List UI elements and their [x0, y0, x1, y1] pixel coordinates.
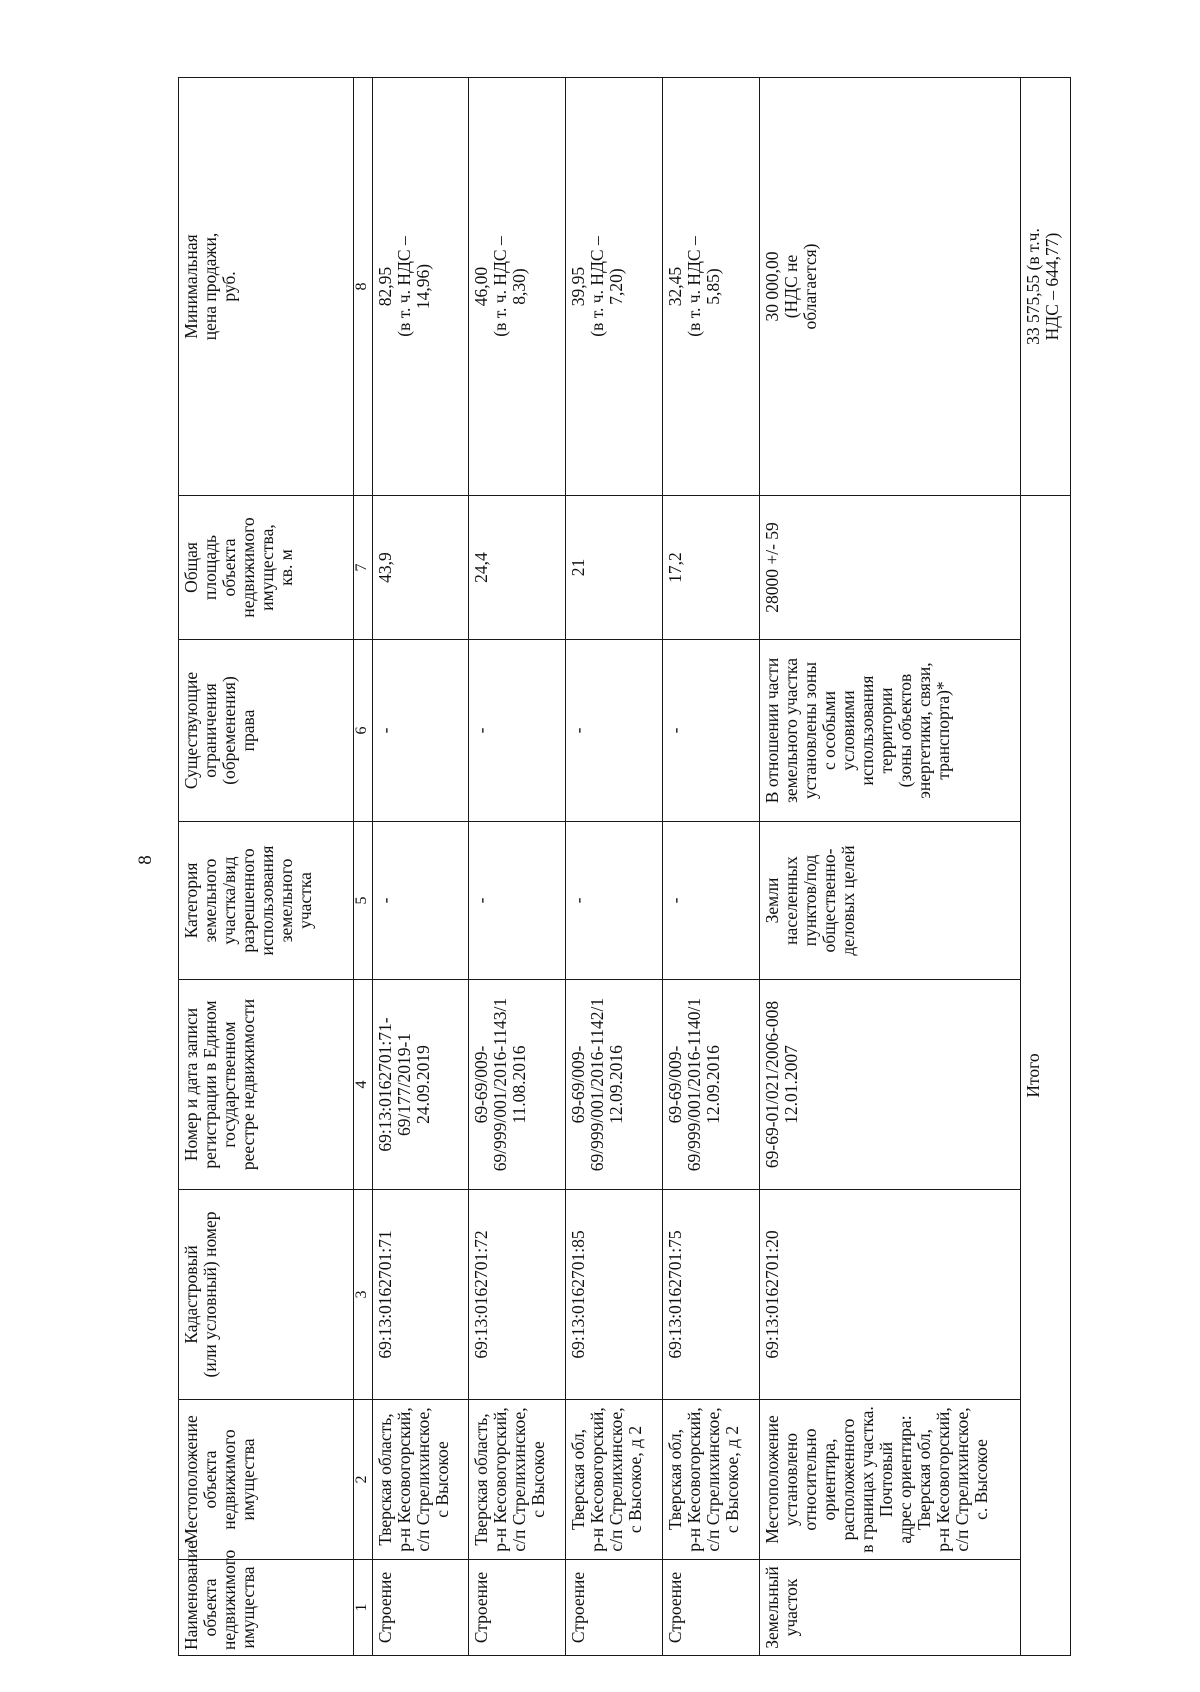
restrictions-cell-line: -: [374, 727, 395, 734]
table-body: [179, 78, 1071, 1656]
column-header-line: регистрации в Едином: [200, 1000, 220, 1169]
price-cell-line: (в т. ч. НДС –: [490, 236, 511, 337]
column-number: 7: [353, 496, 372, 640]
column-header: [179, 1540, 354, 1656]
area-cell: 24,4: [469, 496, 566, 640]
column-header-line: права: [238, 709, 258, 752]
price-cell: [566, 78, 663, 496]
column-header: [179, 980, 354, 1190]
column-header-line: кв. м: [276, 549, 296, 586]
category-cell-line: пунктов/под: [799, 854, 820, 947]
registration-cell-line: 12.09.2016: [702, 1045, 723, 1124]
column-header-line: руб.: [219, 271, 239, 302]
registration-cell-line: 11.08.2016: [509, 1045, 530, 1124]
total-price-cell: [1020, 78, 1070, 496]
column-header-line: государственном: [219, 1021, 239, 1148]
column-number: 8: [353, 78, 372, 496]
registration-cell-line: 12.09.2016: [606, 1045, 627, 1124]
price-cell: [372, 78, 469, 496]
registration-cell-line: 69/177/2019-1: [393, 1032, 414, 1137]
location-cell-line: с Высокое: [431, 1441, 452, 1518]
location-cell-line: р-н Кесовогорский,: [490, 1407, 511, 1552]
price-cell-line: 46,00: [471, 266, 492, 307]
table-row: [566, 78, 663, 1656]
column-header-line: участка: [295, 872, 315, 929]
location-cell-line: относительно: [799, 1428, 820, 1531]
registration-cell: [469, 980, 566, 1190]
price-cell-line: 14,96): [412, 263, 433, 310]
page-number: 8: [135, 855, 156, 865]
registration-cell-line: 69-69/009-: [471, 1045, 492, 1124]
restrictions-cell-line: территории: [875, 687, 896, 774]
location-cell-line: с/п Стрелихинское,: [509, 1407, 530, 1552]
column-header: [179, 78, 354, 496]
object-name-cell-line: Строение: [471, 1571, 492, 1644]
price-cell-line: 39,95: [568, 266, 589, 307]
category-cell: [566, 822, 663, 980]
column-header-line: объекта недвижимого: [200, 1429, 239, 1530]
category-cell: [372, 822, 469, 980]
column-header-line: объекта: [219, 538, 239, 597]
column-number: 3: [353, 1190, 372, 1400]
column-header-line: Наименование: [181, 1540, 201, 1650]
column-number: 2: [353, 1400, 372, 1560]
column-header-line: реестре недвижимости: [238, 998, 258, 1171]
location-cell-line: адрес ориентира:: [894, 1415, 915, 1544]
price-cell-line: 30 000,00: [761, 251, 782, 322]
cadastral-number-cell: 69:13:0162701:20: [759, 1190, 1020, 1400]
column-header-line: Местоположение: [181, 1415, 201, 1544]
registration-cell-line: 69-69-01/021/2006-008: [761, 1000, 782, 1169]
column-header-line: недвижимого: [238, 517, 258, 618]
rotated-table-wrapper: [178, 78, 1071, 1656]
area-cell: 28000 +/- 59: [759, 496, 1020, 640]
category-cell-line: деловых целей: [837, 845, 858, 956]
column-header-line: имущества: [238, 1566, 258, 1649]
restrictions-cell-line: установлены зоны: [799, 662, 820, 799]
price-cell-line: (в т. ч. НДС –: [587, 236, 608, 337]
column-header-line: недвижимого: [219, 1549, 239, 1650]
location-cell-line: Тверская обл,: [913, 1428, 934, 1531]
registration-cell-line: 12.01.2007: [780, 1045, 801, 1124]
location-cell-line: р-н Кесовогорский,: [587, 1407, 608, 1552]
property-table: [178, 77, 1071, 1656]
location-cell-line: с/п Стрелихинское,: [606, 1407, 627, 1552]
location-cell-line: установлено: [780, 1433, 801, 1526]
object-name-cell-line: Строение: [568, 1571, 589, 1644]
price-cell-line: (НДС не: [780, 254, 801, 319]
restrictions-cell-line: энергетики, связи,: [913, 662, 934, 799]
column-header-line: Существующие: [181, 671, 201, 790]
category-cell-line: -: [374, 897, 395, 904]
category-cell-line: Земли: [761, 877, 782, 924]
registration-cell: [372, 980, 469, 1190]
column-header-line: имущества,: [257, 524, 277, 611]
registration-cell-line: 69:13:0162701:71-: [374, 1017, 395, 1152]
location-cell-line: с/п Стрелихинское,: [702, 1407, 723, 1552]
location-cell-line: с. Высокое: [970, 1439, 991, 1520]
restrictions-cell-line: (зоны объектов: [894, 673, 915, 788]
category-cell-line: -: [568, 897, 589, 904]
column-header-line: земельного: [276, 858, 296, 943]
table-row: [662, 78, 759, 1656]
registration-cell-line: 69-69/009-: [664, 1045, 685, 1124]
restrictions-cell-line: транспорта)*: [932, 681, 953, 780]
column-header-line: (обременения): [219, 676, 239, 785]
category-cell-line: общественно-: [818, 848, 839, 953]
total-row: [1020, 78, 1070, 1656]
location-cell-line: с/п Стрелихинское,: [412, 1407, 433, 1552]
restrictions-cell-line: условиями: [837, 690, 858, 771]
cadastral-number-cell: 69:13:0162701:85: [566, 1190, 663, 1400]
location-cell-line: Местоположение: [761, 1415, 782, 1544]
restrictions-cell-line: В отношении части: [761, 657, 782, 804]
price-cell: [662, 78, 759, 496]
price-cell: [469, 78, 566, 496]
column-header-line: ограничения: [200, 683, 220, 778]
header-row: [179, 78, 354, 1656]
column-number: 1: [353, 1560, 372, 1656]
location-cell: [566, 1400, 663, 1560]
total-label-cell: Итого: [1020, 496, 1070, 1656]
column-header-line: Номер и дата записи: [181, 1007, 201, 1162]
location-cell-line: расположенного: [837, 1418, 858, 1541]
location-cell-line: р-н Кесовогорский,: [932, 1407, 953, 1552]
location-cell: [662, 1400, 759, 1560]
column-number: 4: [353, 980, 372, 1190]
registration-cell: [662, 980, 759, 1190]
price-cell-line: (в т. ч. НДС –: [683, 236, 704, 337]
price-cell-line: 82,95: [374, 266, 395, 307]
restrictions-cell-line: -: [471, 727, 492, 734]
registration-cell-line: 69/999/001/2016-1140/1: [683, 997, 704, 1172]
price-cell: [759, 78, 1020, 496]
location-cell-line: Почтовый: [875, 1441, 896, 1518]
column-header-line: Кадастровый: [181, 1245, 201, 1344]
object-name-cell: [372, 1560, 469, 1656]
category-cell: [662, 822, 759, 980]
location-cell: [372, 1400, 469, 1560]
location-cell-line: с Высокое, д 2: [721, 1425, 742, 1534]
column-header-line: использования: [257, 845, 277, 956]
column-header: [179, 1400, 354, 1560]
location-cell-line: Тверская обл,: [664, 1428, 685, 1531]
area-cell: 43,9: [372, 496, 469, 640]
column-header-line: (или условный) номер: [200, 1211, 220, 1378]
column-header: [179, 1190, 354, 1400]
column-header-line: имущества: [238, 1438, 258, 1521]
restrictions-cell-line: с особыми: [818, 691, 839, 770]
restrictions-cell-line: использования: [856, 675, 877, 786]
column-header-line: Минимальная: [181, 234, 201, 339]
price-cell-line: облагается): [799, 243, 820, 330]
column-number-row: [353, 78, 372, 1656]
table-row: [469, 78, 566, 1656]
location-cell-line: с Высокое: [528, 1441, 549, 1518]
column-header: [179, 496, 354, 640]
location-cell-line: в границах участка.: [856, 1406, 877, 1553]
column-header-line: Категория: [181, 862, 201, 939]
registration-cell: [759, 980, 1020, 1190]
table-row: [759, 78, 1020, 1656]
restrictions-cell: [469, 640, 566, 822]
price-cell-line: 7,20): [606, 268, 627, 305]
column-number: 6: [353, 640, 372, 822]
column-header-line: Общая: [181, 542, 201, 593]
location-cell-line: р-н Кесовогорский,: [683, 1407, 704, 1552]
location-cell-line: р-н Кесовогорский,: [393, 1407, 414, 1552]
column-number: 5: [353, 822, 372, 980]
location-cell-line: Тверская область,: [374, 1413, 395, 1546]
cadastral-number-cell: 69:13:0162701:71: [372, 1190, 469, 1400]
column-header-line: цена продажи,: [200, 232, 220, 341]
location-cell-line: Тверская область,: [471, 1413, 492, 1546]
column-header-line: объекта: [200, 1578, 220, 1637]
registration-cell-line: 69/999/001/2016-1143/1: [490, 997, 511, 1172]
object-name-cell: [662, 1560, 759, 1656]
total-price-cell-line: 33 575,55 (в т.ч.: [1022, 228, 1043, 345]
cadastral-number-cell: 69:13:0162701:72: [469, 1190, 566, 1400]
object-name-cell: [566, 1560, 663, 1656]
price-cell-line: 32,45: [664, 266, 685, 307]
category-cell-line: -: [664, 897, 685, 904]
table-row: [372, 78, 469, 1656]
object-name-cell-line: участок: [780, 1578, 801, 1637]
column-header-line: участка/вид: [219, 856, 239, 945]
registration-cell-line: 24.09.2019: [412, 1045, 433, 1124]
object-name-cell-line: Строение: [374, 1571, 395, 1644]
cadastral-number-cell: 69:13:0162701:75: [662, 1190, 759, 1400]
restrictions-cell: [759, 640, 1020, 822]
category-cell: [469, 822, 566, 980]
location-cell: [469, 1400, 566, 1560]
column-header-line: земельного: [200, 858, 220, 943]
column-header: [179, 640, 354, 822]
object-name-cell-line: Земельный: [761, 1566, 782, 1649]
area-cell: 21: [566, 496, 663, 640]
location-cell-line: ориентира,: [818, 1438, 839, 1521]
registration-cell-line: 69/999/001/2016-1142/1: [587, 997, 608, 1172]
price-cell-line: 5,85): [702, 268, 723, 305]
category-cell-line: -: [471, 897, 492, 904]
location-cell-line: с/п Стрелихинское,: [951, 1407, 972, 1552]
restrictions-cell-line: земельного участка: [780, 658, 801, 803]
restrictions-cell: [372, 640, 469, 822]
column-header-line: площадь: [200, 535, 220, 600]
object-name-cell: [469, 1560, 566, 1656]
restrictions-cell-line: -: [664, 727, 685, 734]
price-cell-line: 8,30): [509, 268, 530, 305]
price-cell-line: (в т. ч. НДС –: [393, 236, 414, 337]
category-cell: [759, 822, 1020, 980]
object-name-cell: [759, 1560, 1020, 1656]
area-cell: 17,2: [662, 496, 759, 640]
restrictions-cell: [662, 640, 759, 822]
object-name-cell-line: Строение: [664, 1571, 685, 1644]
registration-cell: [566, 980, 663, 1190]
column-header: [179, 822, 354, 980]
total-price-cell-line: НДС – 644,77): [1041, 232, 1062, 341]
restrictions-cell-line: -: [568, 727, 589, 734]
column-header-line: разрешенного: [238, 848, 258, 953]
restrictions-cell: [566, 640, 663, 822]
category-cell-line: населенных: [780, 856, 801, 945]
location-cell-line: Тверская обл,: [568, 1428, 589, 1531]
location-cell: [759, 1400, 1020, 1560]
location-cell-line: с Высокое, д 2: [625, 1425, 646, 1534]
registration-cell-line: 69-69/009-: [568, 1045, 589, 1124]
